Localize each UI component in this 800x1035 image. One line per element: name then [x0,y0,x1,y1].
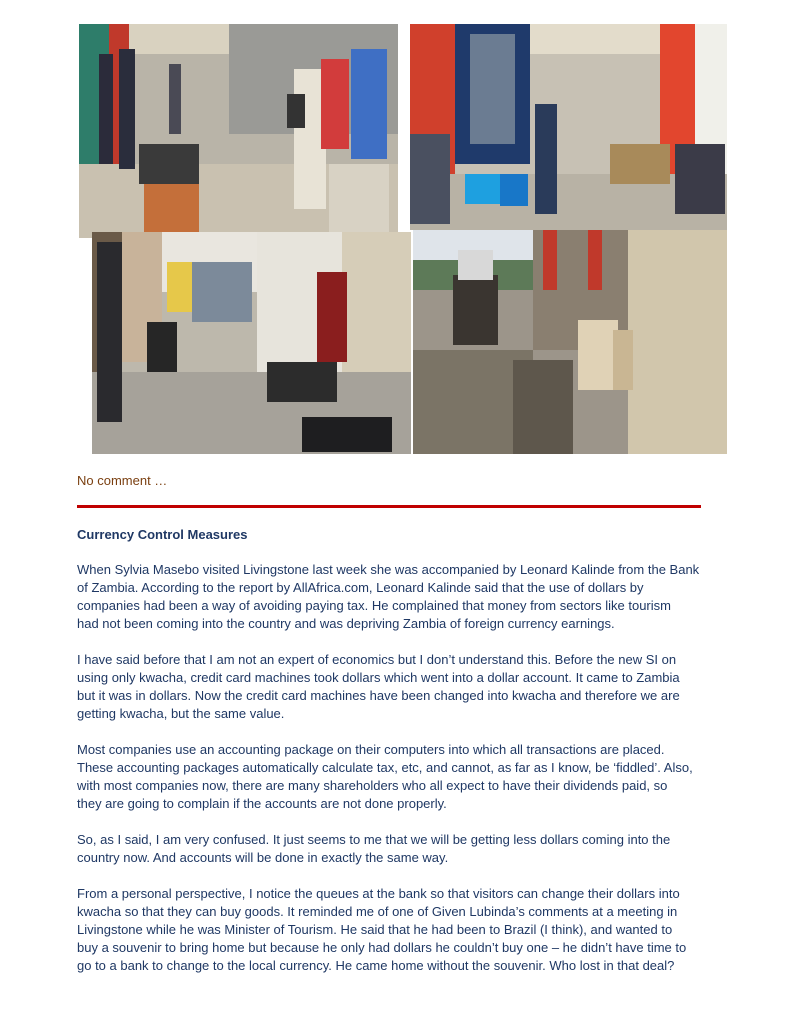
article-paragraph [77,831,737,867]
article-paragraph [77,651,737,723]
text-line: country now. And accounts will be done in exactly the same way. [77,850,449,865]
text-line: kwacha so that they can buy goods. It reminded me of one of Given Lubinda’s comments at a meeting in [77,904,678,919]
photo-caption: No comment … [77,473,168,488]
text-line: From a personal perspective, I notice the queues at the bank so that visitors can change their dollars into [77,886,680,901]
text-line: go to a bank to change to the local currency. He came home without the souvenir. Who lost in that deal? [77,958,675,973]
article-paragraph [77,741,737,813]
article-body [77,561,737,993]
text-line: getting kwacha, but the same value. [77,706,285,721]
photo-goods-pavement [92,232,411,454]
text-line: Most companies use an accounting package on their computers into which all transactions are placed. [77,742,665,757]
text-line: buy a souvenir to bring home but because he only had dollars he couldn’t buy one – he didn’t have time to [77,940,687,955]
text-line: of Zambia. According to the report by AllAfrica.com, Leonard Kalinde said that the use of dollars by [77,580,644,595]
article-paragraph [77,885,737,975]
article-heading: Currency Control Measures [77,527,248,542]
text-line: When Sylvia Masebo visited Livingstone last week she was accompanied by Leonard Kalinde from the Bank [77,562,700,577]
text-line: Livingstone while he was Minister of Tourism. He said that he had been to Brazil (I think), and wanted to [77,922,673,937]
text-line: I have said before that I am not an expert of economics but I don’t understand this. Before the new SI on [77,652,677,667]
text-line: So, as I said, I am very confused. It just seems to me that we will be getting less dollars coming into the [77,832,671,847]
article-paragraph [77,561,737,633]
photo-market-stalls [79,24,398,238]
text-line: but it was in dollars. Now the credit card machines have been changed into kwacha and therefore we are [77,688,680,703]
photo-rubbish-drain [413,230,727,454]
text-line: had not been coming into the country and was depriving Zambia of foreign currency earnings. [77,616,615,631]
text-line: companies had been a way of avoiding paying tax. He complained that money from sectors like tourism [77,598,671,613]
text-line: using only kwacha, credit card machines took dollars which went into a dollar account. It came to Zambia [77,670,680,685]
photo-collage [0,0,800,460]
text-line: with most companies now, there are many shareholders who all expect to have their dividends paid, so [77,778,668,793]
text-line: These accounting packages automatically calculate tax, etc, and cannot, as far as I know, be ‘fiddled’. Also, [77,760,693,775]
photo-street-vendors [410,24,727,230]
section-divider [77,505,701,508]
text-line: they are going to complain if the accounts are not done properly. [77,796,447,811]
